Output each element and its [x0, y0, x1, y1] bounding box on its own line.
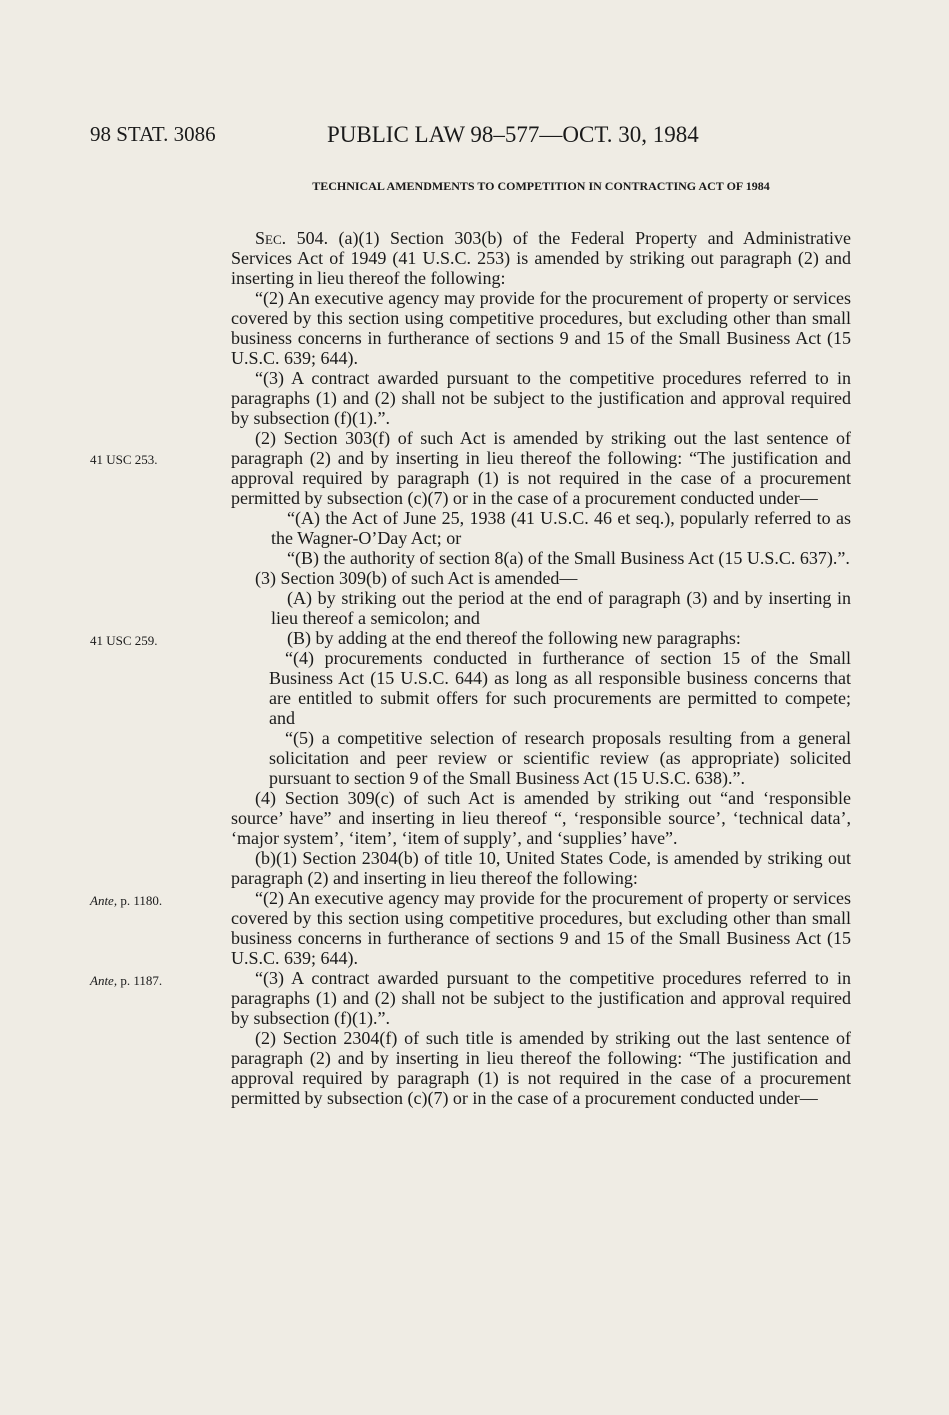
margin-note-page: p. 1180.: [117, 893, 163, 908]
paragraph-text: 504. (a)(1) Section 303(b) of the Federal Property and Administrative Services Act of 1949 (41 U.S.C. 253) is amended by striking out paragraph (2) and inserting in lieu thereof the following:: [231, 228, 851, 288]
subparagraph-b: (B) by adding at the end thereof the following new paragraphs:: [287, 628, 741, 648]
margin-note-page: p. 1187.: [117, 973, 163, 988]
margin-note-ante-1187: [90, 973, 162, 989]
margin-note-41-usc-253: 41 USC 253.: [90, 452, 158, 467]
paragraph-b2: (2) Section 2304(f) of such title is amended by striking out the last sentence of paragraph (2) and by inserting in lieu thereof the following: “The justification and approval required by paragraph (1) is not required in the case of a procurement permitted by subsection (c)(7) or in the case of a procurement conducted under—: [231, 1028, 851, 1108]
quoted-subparagraph-b: “(B) the authority of section 8(a) of the Small Business Act (15 U.S.C. 637).”.: [287, 548, 850, 568]
paragraph-a3: (3) Section 309(b) of such Act is amended—: [255, 568, 578, 588]
stat-reference: 98 STAT. 3086: [90, 122, 216, 146]
public-law-heading: PUBLIC LAW 98–577—OCT. 30, 1984: [327, 122, 699, 147]
paragraph-b1: (b)(1) Section 2304(b) of title 10, United States Code, is amended by striking out paragraph (2) and inserting in lieu thereof the following:: [231, 848, 851, 888]
paragraph-sec-504: [231, 228, 851, 288]
margin-note-41-usc-259: 41 USC 259.: [90, 633, 158, 648]
quoted-subparagraph-a: “(A) the Act of June 25, 1938 (41 U.S.C. 46 et seq.), popularly referred to as the Wagner-O’Day Act; or: [271, 508, 851, 548]
subparagraph-a: (A) by striking out the period at the end of paragraph (3) and by inserting in lieu thereof a semicolon; and: [271, 588, 851, 628]
margin-note-lead: Ante,: [90, 893, 118, 908]
sec-label: Sec.: [255, 228, 287, 248]
quoted-paragraph-4: “(4) procurements conducted in furtherance of section 15 of the Small Business Act (15 U.S.C. 644) as long as all responsible business concerns that are entitled to submit offers for such procurements are permitted to compete; and: [269, 648, 851, 728]
section-body: [231, 228, 851, 1108]
paragraph-a4: (4) Section 309(c) of such Act is amended by striking out “and ‘responsible source’ have” and inserting in lieu thereof “, ‘responsible source’, ‘technical data’, ‘major system’, ‘item’, ‘item of supply’, and ‘supplies’ have”.: [231, 788, 851, 848]
margin-note-lead: Ante,: [90, 973, 118, 988]
paragraph-a2: (2) Section 303(f) of such Act is amended by striking out the last sentence of paragraph (2) and by inserting in lieu thereof the following: “The justification and approval required by paragraph (1) is not required in the case of a procurement permitted by subsection (c)(7) or in the case of a procurement conducted under—: [231, 428, 851, 508]
quoted-paragraph-2-title10: “(2) An executive agency may provide for the procurement of property or services covered by this section using competitive procedures, but excluding other than small business concerns in furtherance of sections 9 and 15 of the Small Business Act (15 U.S.C. 639; 644).: [231, 888, 851, 968]
section-title: TECHNICAL AMENDMENTS TO COMPETITION IN CONTRACTING ACT OF 1984: [312, 179, 770, 193]
quoted-paragraph-2: “(2) An executive agency may provide for the procurement of property or services covered by this section using competitive procedures, but excluding other than small business concerns in furtherance of sections 9 and 15 of the Small Business Act (15 U.S.C. 639; 644).: [231, 288, 851, 368]
quoted-paragraph-3-title10: “(3) A contract awarded pursuant to the competitive procedures referred to in paragraphs (1) and (2) shall not be subject to the justification and approval required by subsection (f)(1).”.: [231, 968, 851, 1028]
quoted-paragraph-5: “(5) a competitive selection of research proposals resulting from a general solicitation and peer review or scientific review (as appropriate) solicited pursuant to section 9 of the Small Business Act (15 U.S.C. 638).”.: [269, 728, 851, 788]
quoted-paragraph-3: “(3) A contract awarded pursuant to the competitive procedures referred to in paragraphs (1) and (2) shall not be subject to the justification and approval required by subsection (f)(1).”.: [231, 368, 851, 428]
margin-note-ante-1180: [90, 893, 162, 909]
